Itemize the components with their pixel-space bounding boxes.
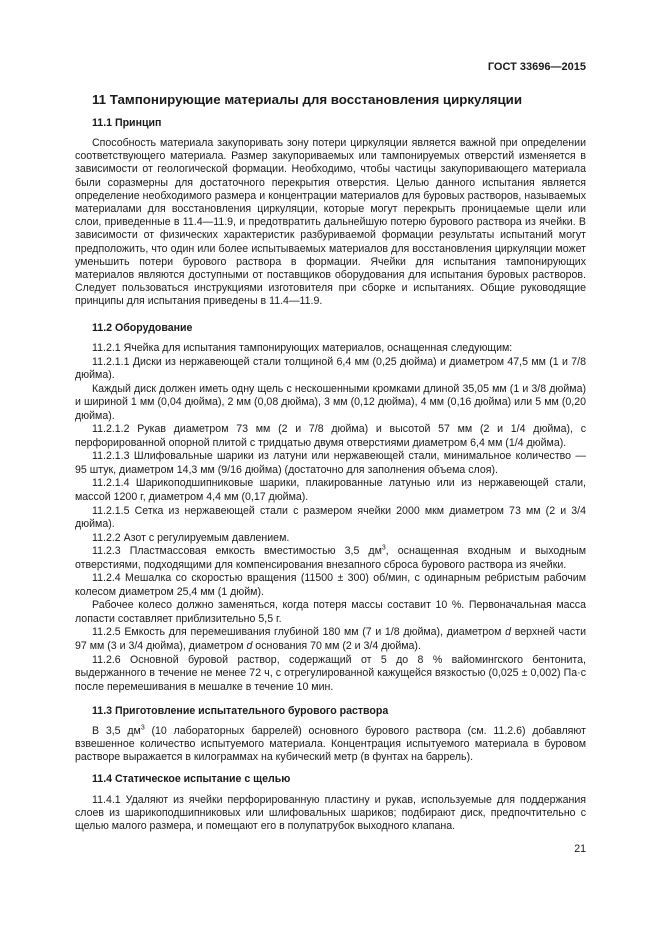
- paragraph: [75, 545, 586, 572]
- paragraph: 11.2.4 Мешалка со скоростью вращения (11500 ± 300) об/мин, с одинарным ребристым рабочим колесом диаметром 25,4 мм (1 дюйм).: [75, 572, 586, 598]
- section-11-2-body: [75, 342, 586, 694]
- heading-11-2: 11.2 Оборудование: [92, 322, 193, 334]
- text: 11.2.3 Пластмассовая емкость вместимостью 3,5 дм: [92, 545, 382, 558]
- section-11-4-body: [75, 794, 586, 834]
- document-header: ГОСТ 33696—2015: [487, 61, 586, 73]
- text: (10 лабораторных баррелей) основного бурового раствора (см. 11.2.6) добавляют взвешенное количество испытуемого материала. Концентрация испытуемого материала в буровом растворе выражается в килограммах на кубический метр (в фунтах на баррель).: [75, 725, 586, 764]
- paragraph: 11.2.1.5 Сетка из нержавеющей стали с размером ячейки 2000 мкм диаметром 73 мм (2 и 3/4 дюйма).: [75, 504, 586, 531]
- section-title: 11 Тампонирующие материалы для восстановления циркуляции: [92, 92, 522, 107]
- paragraph: 11.4.1 Удаляют из ячейки перфорированную пластину и рукав, используемые для поддержания слоев из шарикоподшипниковых или шлифовальных шариков; подбирают диск, предпочтительно с щелью малого размера, и помещают его в полупатрубок выходного клапана.: [75, 794, 586, 833]
- section-11-3-body: [75, 725, 586, 765]
- text: , оснащенная входным и выходным отверстиями, подходящими для компенсирования внезапного сброса бурового раствора из ячейки.: [75, 545, 586, 571]
- paragraph: 11.2.2 Азот с регулируемым давлением.: [92, 531, 290, 544]
- text: 11.2.5 Емкость для перемешивания глубиной 180 мм (7 и 1/8 дюйма), диаметром: [92, 626, 506, 639]
- paragraph: [75, 626, 586, 653]
- page-number: 21: [574, 843, 586, 855]
- superscript: 3: [140, 724, 145, 732]
- heading-11-4: 11.4 Статическое испытание с щелью: [92, 773, 291, 785]
- paragraph: [75, 725, 586, 765]
- text: верхней части 97 мм (3 и 3/4 дюйма), диаметром: [75, 626, 587, 653]
- symbol: d: [246, 640, 253, 653]
- paragraph: 11.2.1.1 Диски из нержавеющей стали толщиной 6,4 мм (0,25 дюйма) и диаметром 47,5 мм (1 и 7/8 дюйма).: [75, 355, 586, 382]
- paragraph: Каждый диск должен иметь одну щель с нескошенными кромками длиной 35,05 мм (1 и 3/8 дюйма) и шириной 1 мм (0,04 дюйма), 2 мм (0,08 дюйма), 3 мм (0,12 дюйма), 4 мм (0,16 дюйма) или 5 мм (0,20 дюйма).: [75, 382, 586, 422]
- heading-11-1: 11.1 Принцип: [92, 117, 162, 129]
- paragraph: 11.2.1.4 Шарикоподшипниковые шарики, плакированные латунью или из нержавеющей стали, массой 1200 г, диаметром 4,4 мм (0,17 дюйма).: [75, 477, 586, 504]
- paragraph: Способность материала закупоривать зону потери циркуляции является важной при определении соответствующего материала. Размер закупориваемых или тампонируемых отверстий изменяется в зависимости от геологической формации. Необходимо, чтобы частицы закупоривающего материала были соразмерны для достаточного перекрытия отверстия. Целью данного испытания является определение необходимого размера и концентрации материалов для буровых растворов, называемых материалами для восстановления циркуляции, которые могут перекрыть проницаемые щели или слои, приведенные в 11.4—11.9, и предотвратить дальнейшую потерю бурового раствора из ячейки. В зависимости от физических характеристик разбуриваемой формации результаты испытаний могут предположить, что один или более испытываемых материалов для восстановления циркуляции может уменьшить потери бурового раствора в формации. Ячейки для испытания тампонирующих материалов являются доступными от поставщиков оборудования для испытания буровых растворов. Следует пользоваться инструкциями изготовителя при сборке и испытаниях. Общие руководящие принципы для испытания приведены в 11.4—11.9.: [75, 137, 586, 308]
- heading-11-3: 11.3 Приготовление испытательного бурового раствора: [92, 705, 389, 717]
- symbol: d: [505, 626, 512, 639]
- paragraph: Рабочее колесо должно заменяться, когда потеря массы составит 10 %. Первоначальная масса лопасти составляет приблизительно 5,5 г.: [75, 599, 586, 625]
- text: основания 70 мм (2 и 3/4 дюйма).: [252, 640, 421, 653]
- paragraph: 11.2.1.3 Шлифовальные шарики из латуни или нержавеющей стали, минимальное количество — 95 штук, диаметром 14,3 мм (9/16 дюйма) (достаточно для заполнения объема слоя).: [75, 450, 586, 476]
- paragraph: 11.2.1.2 Рукав диаметром 73 мм (2 и 7/8 дюйма) и высотой 57 мм (2 и 1/4 дюйма), с перфорированной опорной плитой с тридцатью двумя отверстиями диаметром 6,4 мм (1/4 дюйма).: [75, 423, 586, 449]
- section-11-1-body: [75, 137, 586, 309]
- text: В 3,5 дм: [92, 725, 141, 737]
- superscript: 3: [381, 544, 386, 552]
- paragraph: 11.2.6 Основной буровой раствор, содержащий от 5 до 8 % вайомингского бентонита, выдержанного в течение не менее 72 ч, с отрегулированной кажущейся вязкостью (0,025 ± 0,002) Па·с после перемешивания в мешалке в течение 10 мин.: [75, 653, 586, 693]
- paragraph: 11.2.1 Ячейка для испытания тампонирующих материалов, оснащенная следующим:: [92, 342, 513, 354]
